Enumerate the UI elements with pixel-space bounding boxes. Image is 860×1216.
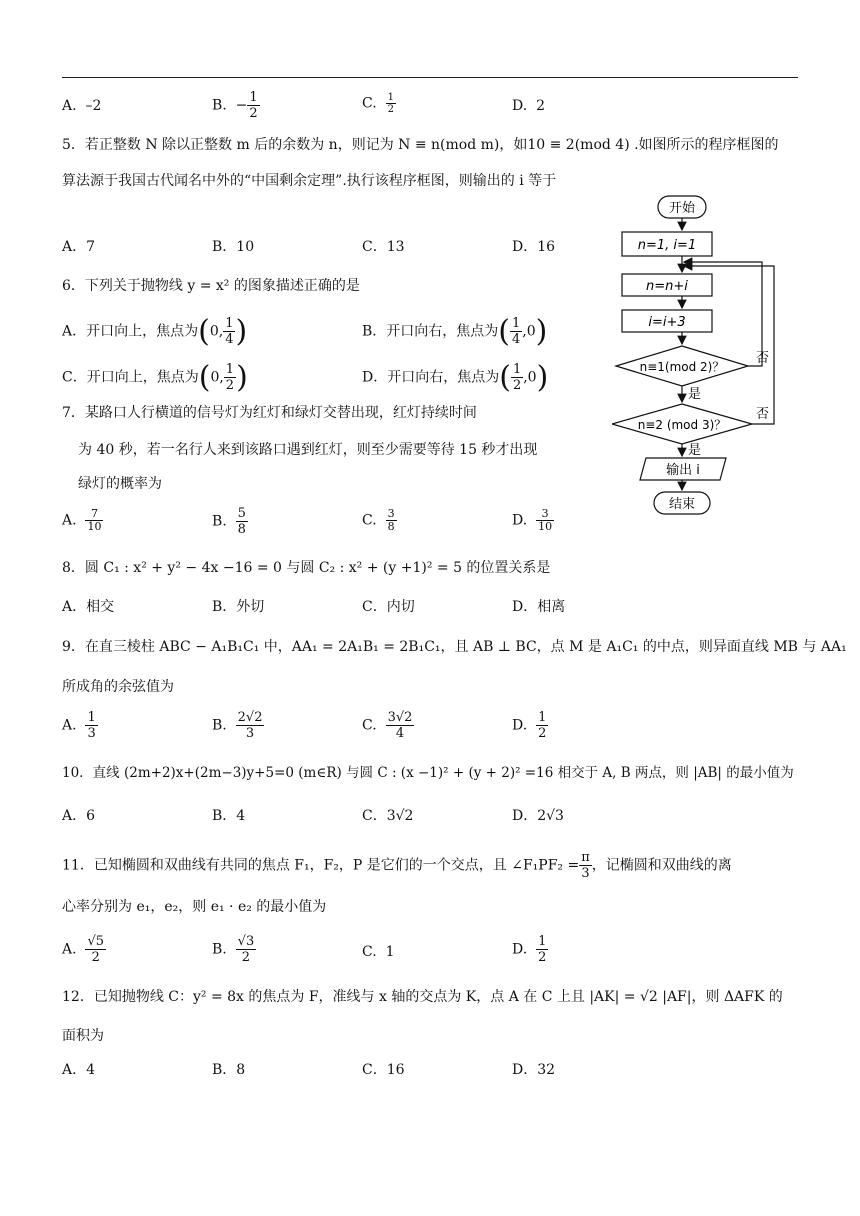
q7-option-c: C. $\frac{3}{8}$: [362, 507, 395, 533]
flow-no-label-1: 否: [756, 351, 770, 366]
flow-init-label: n=1, i=1: [637, 238, 697, 253]
q6-stem: 6．下列关于抛物线 y = x² 的图象描述正确的是: [62, 278, 360, 294]
q12-option-a: A．4: [62, 1062, 96, 1078]
option-b: B. − $\frac{1}{2}$: [212, 90, 258, 121]
q5-option-a: A．7: [62, 239, 96, 255]
flow-yes-label-2: 是: [688, 443, 702, 458]
q9-stem-line2: 所成角的余弦值为: [62, 679, 174, 695]
q11-stem-line1: 11．已知椭圆和双曲线有共同的焦点 F₁，F₂，P 是它们的一个交点，且 ∠F₁PF₂ = $\frac{\pi}{3}$ ，记椭圆和双曲线的离: [62, 850, 732, 881]
q12-stem-line1: 12．已知抛物线 C：y² = 8x 的焦点为 F，准线与 x 轴的交点为 K，点 A 在 C 上且 |AK| = √2 |AF|，则 ΔAFK 的: [62, 989, 783, 1005]
q7-stem-line2: 为 40 秒，若一名行人来到该路口遇到红灯，则至少需要等待 15 秒才出现: [78, 442, 538, 458]
q7-stem-line3: 绿灯的概率为: [78, 476, 162, 492]
q9-option-b: B. $\frac{2√2}{3}$: [212, 710, 263, 741]
q7-option-d: D. $\frac{3}{10}$: [512, 507, 553, 533]
flow-yes-label-1: 是: [688, 387, 702, 402]
flow-output-label: 输出 i: [666, 463, 700, 478]
q8-stem: 8．圆 C₁ : x² + y² − 4x −16 = 0 与圆 C₂ : x² + (y +1)² = 5 的位置关系是: [62, 560, 551, 576]
option-a: A. –2: [62, 98, 102, 114]
option-c: C. $\frac{1}{2}$: [362, 92, 394, 115]
q5-stem-line2: 算法源于我国古代闻名中外的“中国剩余定理”.执行该程序框图，则输出的 i 等于: [62, 173, 557, 189]
q7-option-b: B. $\frac{5}{8}$: [212, 506, 246, 537]
q5-option-d: D．16: [512, 239, 556, 255]
q8-option-b: B．外切: [212, 599, 265, 615]
q11-option-b: B. $\frac{√3}{2}$: [212, 934, 255, 965]
q10-option-d: D．2√3: [512, 808, 564, 824]
q6-option-c: C．开口向上，焦点为(0, $\frac{1}{2}$ ): [62, 359, 248, 395]
q7-stem-line1: 7．某路口人行横道的信号灯为红灯和绿灯交替出现，红灯持续时间: [62, 405, 477, 421]
q9-option-d: D. $\frac{1}{2}$: [512, 710, 547, 741]
q11-option-a: A. $\frac{√5}{2}$: [62, 934, 105, 965]
q12-stem-line2: 面积为: [62, 1028, 104, 1044]
q5-option-c: C．13: [362, 239, 405, 255]
q12-option-d: D．32: [512, 1062, 556, 1078]
flow-start-label: 开始: [668, 201, 696, 216]
q7-option-a: A. $\frac{7}{10}$: [62, 507, 102, 533]
q6-option-d: D．开口向右，焦点为( $\frac{1}{2}$ ,0): [362, 359, 549, 395]
q6-option-b: B．开口向右，焦点为( $\frac{1}{4}$ ,0): [362, 313, 548, 349]
q11-option-c: C. 1: [362, 944, 395, 960]
q5-option-b: B．10: [212, 239, 255, 255]
q5-stem-line1: 5．若正整数 N 除以正整数 m 后的余数为 n，则记为 N ≡ n(mod m)，如10 ≡ 2(mod 4) .如图所示的程序框图的: [62, 137, 779, 153]
flow-cond2-label: n≡2 (mod 3)？: [637, 418, 727, 432]
flow-no-label-2: 否: [756, 407, 770, 422]
q9-option-a: A. $\frac{1}{3}$: [62, 710, 96, 741]
flow-end-label: 结束: [668, 497, 696, 512]
option-d: D. 2: [512, 98, 546, 114]
flow-cond1-label: n≡1(mod 2)？: [639, 360, 725, 374]
q9-stem-line1: 9．在直三棱柱 ABC − A₁B₁C₁ 中，AA₁ = 2A₁B₁ = 2B₁C₁，且 AB ⊥ BC，点 M 是 A₁C₁ 的中点，则异面直线 MB 与 AA₁: [62, 639, 847, 655]
flow-step1-label: n=n+i: [646, 279, 688, 294]
q11-option-d: D. $\frac{1}{2}$: [512, 934, 547, 965]
q10-option-b: B．4: [212, 808, 246, 824]
q9-option-c: C. $\frac{3√2}{4}$: [362, 710, 413, 741]
q10-stem: 10．直线 (2m+2)x+(2m−3)y+5=0 (m∈R) 与圆 C : (x −1)² + (y + 2)² =16 相交于 A, B 两点，则 |AB| 的最小值为: [62, 765, 794, 781]
q11-stem-line2: 心率分别为 e₁，e₂，则 e₁ · e₂ 的最小值为: [62, 899, 327, 915]
q12-option-b: B．8: [212, 1062, 246, 1078]
q8-option-c: C．内切: [362, 599, 415, 615]
flow-step2-label: i=i+3: [648, 315, 686, 330]
q10-option-c: C．3√2: [362, 808, 414, 824]
q12-option-c: C．16: [362, 1062, 405, 1078]
q6-option-a: A．开口向上，焦点为(0, $\frac{1}{4}$ ): [62, 313, 248, 349]
q8-option-d: D．相离: [512, 599, 566, 615]
q8-option-a: A．相交: [62, 599, 115, 615]
top-rule: [62, 77, 798, 78]
flowchart: [612, 192, 802, 522]
q10-option-a: A．6: [62, 808, 96, 824]
